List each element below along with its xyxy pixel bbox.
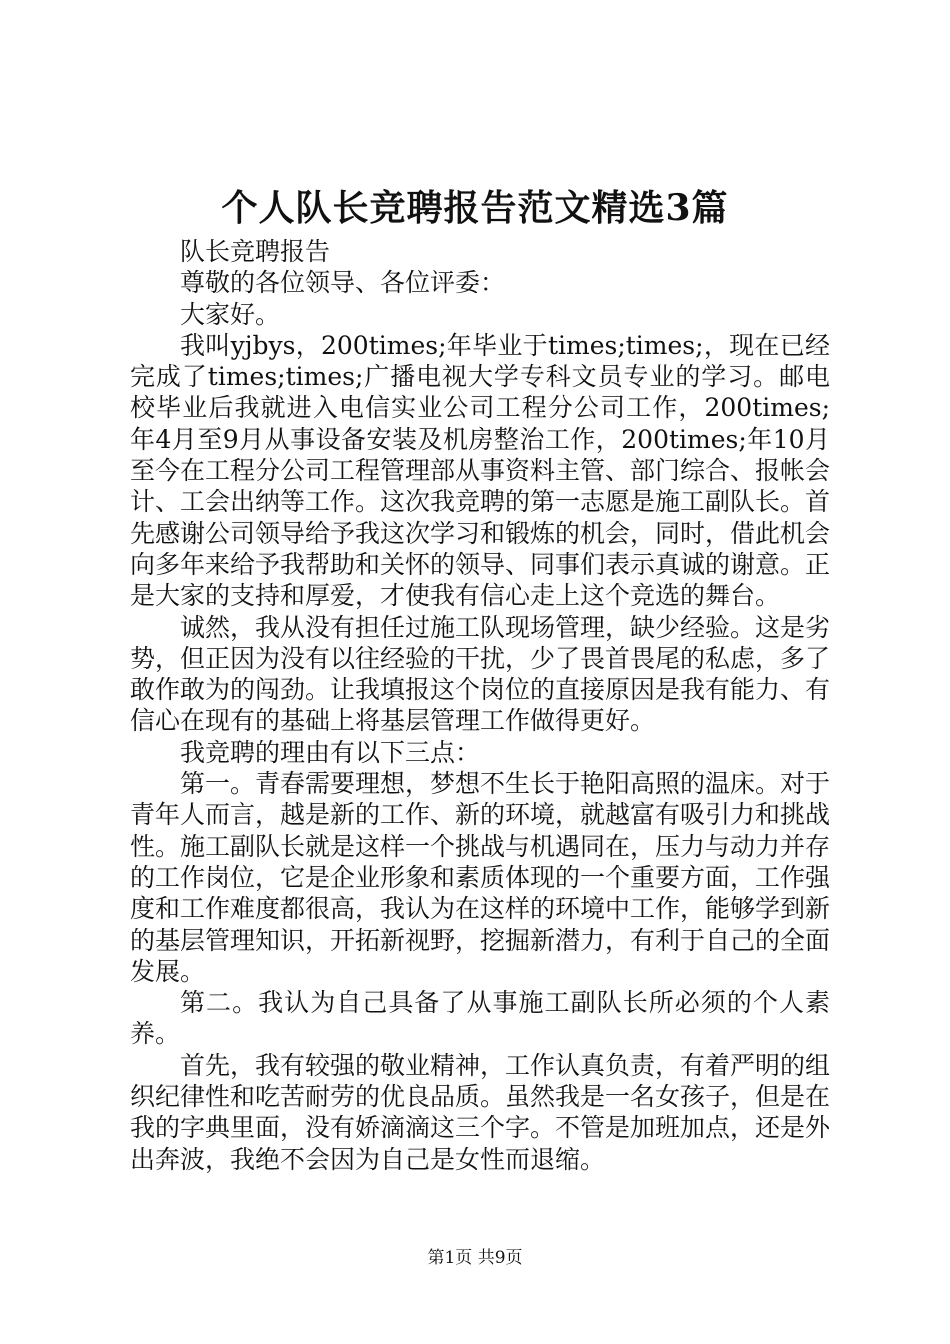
paragraph-weakness: 诚然，我从没有担任过施工队现场管理，缺少经验。这是劣势，但正因为没有以往经验的干扰，少了畏首畏尾的私虑，多了敢作敢为的闯劲。让我填报这个岗位的直接原因是我有能力、有信心在现有的基础上将基层管理工作做得更好。 bbox=[130, 612, 831, 736]
paragraph-heading: 队长竞聘报告 bbox=[180, 237, 331, 266]
paragraph-greeting: 大家好。 bbox=[180, 299, 281, 329]
paragraph-introduction: 我叫yjbys，200times;年毕业于times;times;，现在已经完成了times;times;广播电视大学专科文员专业的学习。邮电校毕业后我就进入电信实业公司工程分公司工作，200times;年4月至9月从事设备安装及机房整治工作，200times;年10月至今在工程分公司工程管理部从事资料主管、部门综合、报帐会计、工会出纳等工作。这次我竞聘的第一志愿是施工副队长。首先感谢公司领导给予我这次学习和锻炼的机会，同时，借此机会向多年来给予我帮助和关怀的领导、同事们表示真诚的谢意。正是大家的支持和厚爱，才使我有信心走上这个竞选的舞台。 bbox=[130, 330, 831, 611]
page-number-footer: 第1页 共9页 bbox=[427, 1248, 523, 1268]
document-title: 个人队长竞聘报告范文精选3篇 bbox=[221, 187, 729, 229]
paragraph-reason-two: 第二。我认为自己具备了从事施工副队长所必须的个人素养。 bbox=[130, 988, 830, 1049]
document-body bbox=[130, 236, 830, 1175]
paragraph-reason-one: 第一。青春需要理想，梦想不生长于艳阳高照的温床。对于青年人而言，越是新的工作、新的环境，就越富有吸引力和挑战性。施工副队长就是这样一个挑战与机遇同在，压力与动力并存的工作岗位，它是企业形象和素质体现的一个重要方面，工作强度和工作难度都很高，我认为在这样的环境中工作，能够学到新的基层管理知识，开拓新视野，挖掘新潜力，有利于自己的全面发展。 bbox=[130, 769, 831, 986]
paragraph-reasons-intro: 我竞聘的理由有以下三点： bbox=[180, 737, 481, 767]
paragraph-salutation: 尊敬的各位领导、各位评委： bbox=[180, 268, 506, 298]
paragraph-first-point: 首先，我有较强的敬业精神，工作认真负责，有着严明的组织纪律性和吃苦耐劳的优良品质。虽然我是一名女孩子，但是在我的字典里面，没有娇滴滴这三个字。不管是加班加点，还是外出奔波，我绝不会因为自己是女性而退缩。 bbox=[130, 1050, 831, 1174]
